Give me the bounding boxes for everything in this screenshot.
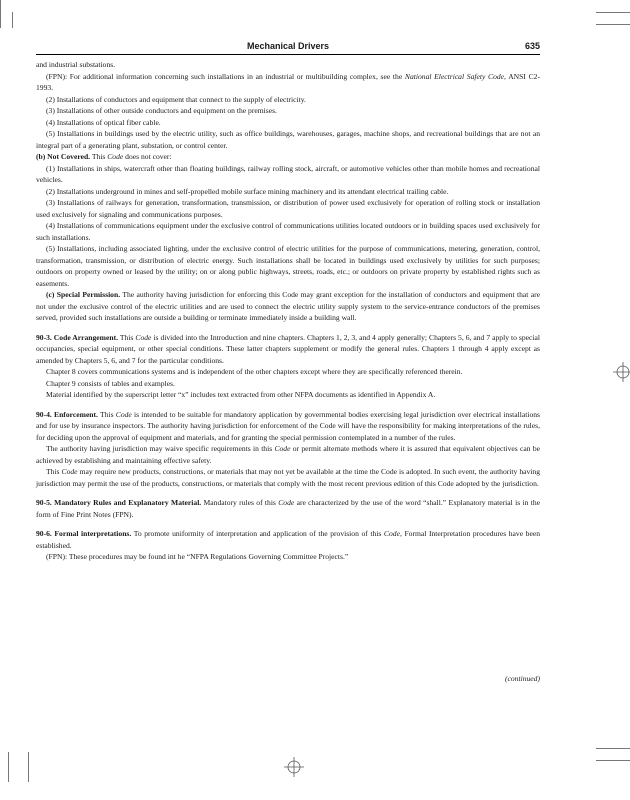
italic-term: Code xyxy=(115,409,132,419)
paragraph-text: (3) Installations of other outside conductors and equipment on the premises. xyxy=(46,106,277,115)
paragraph-text: (2) Installations of conductors and equipment that connect to the supply of electricity. xyxy=(46,94,306,104)
crop-mark xyxy=(8,752,9,782)
italic-term: Code, xyxy=(383,529,402,538)
section-heading: 90-6. Formal interpretations. xyxy=(36,529,132,538)
paragraph-text: This xyxy=(118,332,136,342)
paragraph xyxy=(36,117,540,129)
paragraph xyxy=(36,332,540,367)
paragraph xyxy=(36,289,540,324)
paragraph-text: (5) Installations, including associated lighting, under the exclusive control of electric utilities for the purpose of communications, metering, generation, control, transformation, transmission, or distribution of electric energy. Such installations shall be located in buildings used exclusively by utilities for such purposes; outdoors on property owned or leased by the utility; on or along public highways, streets, roads, etc.; or outdoors on private property by established rights such as easements. xyxy=(36,244,540,288)
paragraph-text: are characterized by the use of the word “shall.” Explanatory material is in the form of Fine Print Notes (FPN). xyxy=(36,498,540,519)
crop-mark xyxy=(596,12,630,13)
paragraph-text: is divided into the Introduction and nine chapters. Chapters 1, 2, 3, and 4 apply generally; Chapters 5, 6, and 7 apply to special occupancies, special equipment, or other special conditions. These latter chapters supplement or modify the general rules. Chapters 1 through 4 apply except as amended by Chapters 5, 6, and 7 for the particular conditions. xyxy=(36,332,540,365)
section-heading: 90-4. Enforcement. xyxy=(36,409,98,419)
paragraph-text: (1) Installations in ships, watercraft other than floating buildings, railway rolling stock, aircraft, or automotive vehicles other than mobile homes and recreational vehicles. xyxy=(36,163,540,184)
section-heading: 90-5. Mandatory Rules and Explanatory Material. xyxy=(36,498,202,507)
paragraph xyxy=(36,151,540,163)
paragraph xyxy=(36,366,540,378)
paragraph xyxy=(36,197,540,220)
running-header-title: Mechanical Drivers xyxy=(246,41,330,51)
paragraph-text: Mandatory rules of this xyxy=(201,498,279,507)
section-heading: (b) Not Covered. xyxy=(36,152,91,161)
paragraph-text: The authority having jurisdiction for enforcing this Code may grant exception for the installation of conductors and equipment that are not under the exclusive control of the electric utilities and are used to connect the electric utility supply system to the service-entrance conductors of the premises served, provided such installations are outside a building or terminate immediately inside a building wall. xyxy=(36,290,540,322)
crop-mark xyxy=(596,748,630,749)
paragraph-text: Formal Interpretation procedures have been established. xyxy=(36,529,541,550)
running-header xyxy=(36,41,540,55)
paragraph xyxy=(36,128,540,151)
continued-label: (continued) xyxy=(504,674,540,683)
registration-mark-icon xyxy=(613,362,630,382)
paragraph xyxy=(36,220,540,243)
paragraph-text: (2) Installations underground in mines and self-propelled mobile surface mining machinery and its attendant electrical trailing cable. xyxy=(46,186,449,196)
header-rule xyxy=(36,54,540,55)
paragraph xyxy=(36,163,540,186)
paragraph xyxy=(36,378,540,390)
paragraph xyxy=(36,243,540,289)
paragraph xyxy=(36,443,540,466)
crop-mark xyxy=(596,760,630,761)
paragraph-text: does not cover: xyxy=(123,152,172,161)
paragraph xyxy=(36,466,540,489)
paragraph-text: This xyxy=(46,467,62,476)
italic-term: Code xyxy=(278,498,295,507)
page-number: 635 xyxy=(524,41,540,51)
paragraph xyxy=(36,105,540,117)
paragraph-text: To promote uniformity of interpretation and application of the provision of this xyxy=(131,529,384,538)
paragraph-text: Chapter 9 consists of tables and examples. xyxy=(46,378,175,388)
italic-term: Code xyxy=(107,152,124,161)
italic-term: Code xyxy=(61,467,78,476)
paragraph-text: (5) Installations in buildings used by the electric utility, such as office buildings, warehouses, garages, machine shops, and recreational buildings that are not an integral part of a generating plant, substation, or control center. xyxy=(36,129,540,150)
paragraph-text: The authority having jurisdiction may waive specific requirements in this xyxy=(46,444,275,453)
paragraph-text: This xyxy=(97,409,116,419)
paragraph-text: (4) Installations of communications equipment under the exclusive control of communications utilities located outdoors or in building spaces used exclusively for such installations. xyxy=(36,221,540,242)
section-heading: (c) Special Permission. xyxy=(46,290,121,299)
paragraph xyxy=(36,551,540,563)
paragraph xyxy=(36,186,540,198)
paragraph-text: is intended to be suitable for mandatory application by governmental bodies exercising legal jurisdiction over electrical installations and for use by insurance inspectors. The authority having jurisdiction for enforcement of the Code will have the responsibility for making interpretations of the rules, for deciding upon the approval of equipment and materials, and for granting the special permission contemplated in a number of the rules. xyxy=(36,409,540,442)
crop-mark xyxy=(28,752,29,782)
paragraph-text: or permit alternate methods where it is assured that equivalent objectives can be achieved by establishing and maintaining effective safety. xyxy=(36,444,540,465)
paragraph-text: Material identified by the superscript letter “x” includes text extracted from other NFPA documents as identified in Appendix A. xyxy=(46,390,436,399)
paragraph-text: (3) Installations of railways for generation, transformation, transmission, or distribution of power used exclusively for operation of rolling stock or installation used exclusively for signaling and communications purposes. xyxy=(36,198,540,219)
paragraph-text: (4) Installations of optical fiber cable. xyxy=(46,117,161,127)
italic-term: Code xyxy=(135,332,152,342)
registration-mark-icon xyxy=(284,757,304,777)
body-text xyxy=(36,59,540,563)
section-heading: 90-3. Code Arrangement. xyxy=(36,332,119,342)
crop-mark xyxy=(0,0,1,28)
paragraph-text: ANSI C2-1993. xyxy=(36,71,540,92)
paragraph xyxy=(36,94,540,106)
paragraph xyxy=(36,71,540,94)
paragraph-text: (FPN): These procedures may be found int he “NFPA Regulations Governing Committee Projects.” xyxy=(46,552,349,561)
paragraph-text: may require new products, constructions, or materials that may not yet be available at the time the Code is adopted. In such event, the authority having jurisdiction may permit the use of the products, constructions, or materials that comply with the most recent previous edition of this Code adopted by the jurisdiction. xyxy=(36,467,540,488)
italic-term: Code xyxy=(274,444,291,453)
crop-mark xyxy=(596,24,630,25)
paragraph-text: (FPN): For additional information concerning such installations in an industrial or multibuilding complex, see the xyxy=(46,71,405,81)
paragraph-text: and industrial substations. xyxy=(36,60,116,69)
paragraph xyxy=(36,497,540,520)
italic-term: National Electrical Safety Code, xyxy=(404,71,506,81)
paragraph xyxy=(36,409,540,444)
paragraph xyxy=(36,389,540,401)
paragraph-text: Chapter 8 covers communications systems and is independent of the other chapters except where they are specifically referenced therein. xyxy=(46,367,463,376)
crop-mark xyxy=(12,12,13,28)
paragraph xyxy=(36,59,540,71)
paragraph xyxy=(36,528,540,551)
paragraph-text: This xyxy=(90,152,108,161)
